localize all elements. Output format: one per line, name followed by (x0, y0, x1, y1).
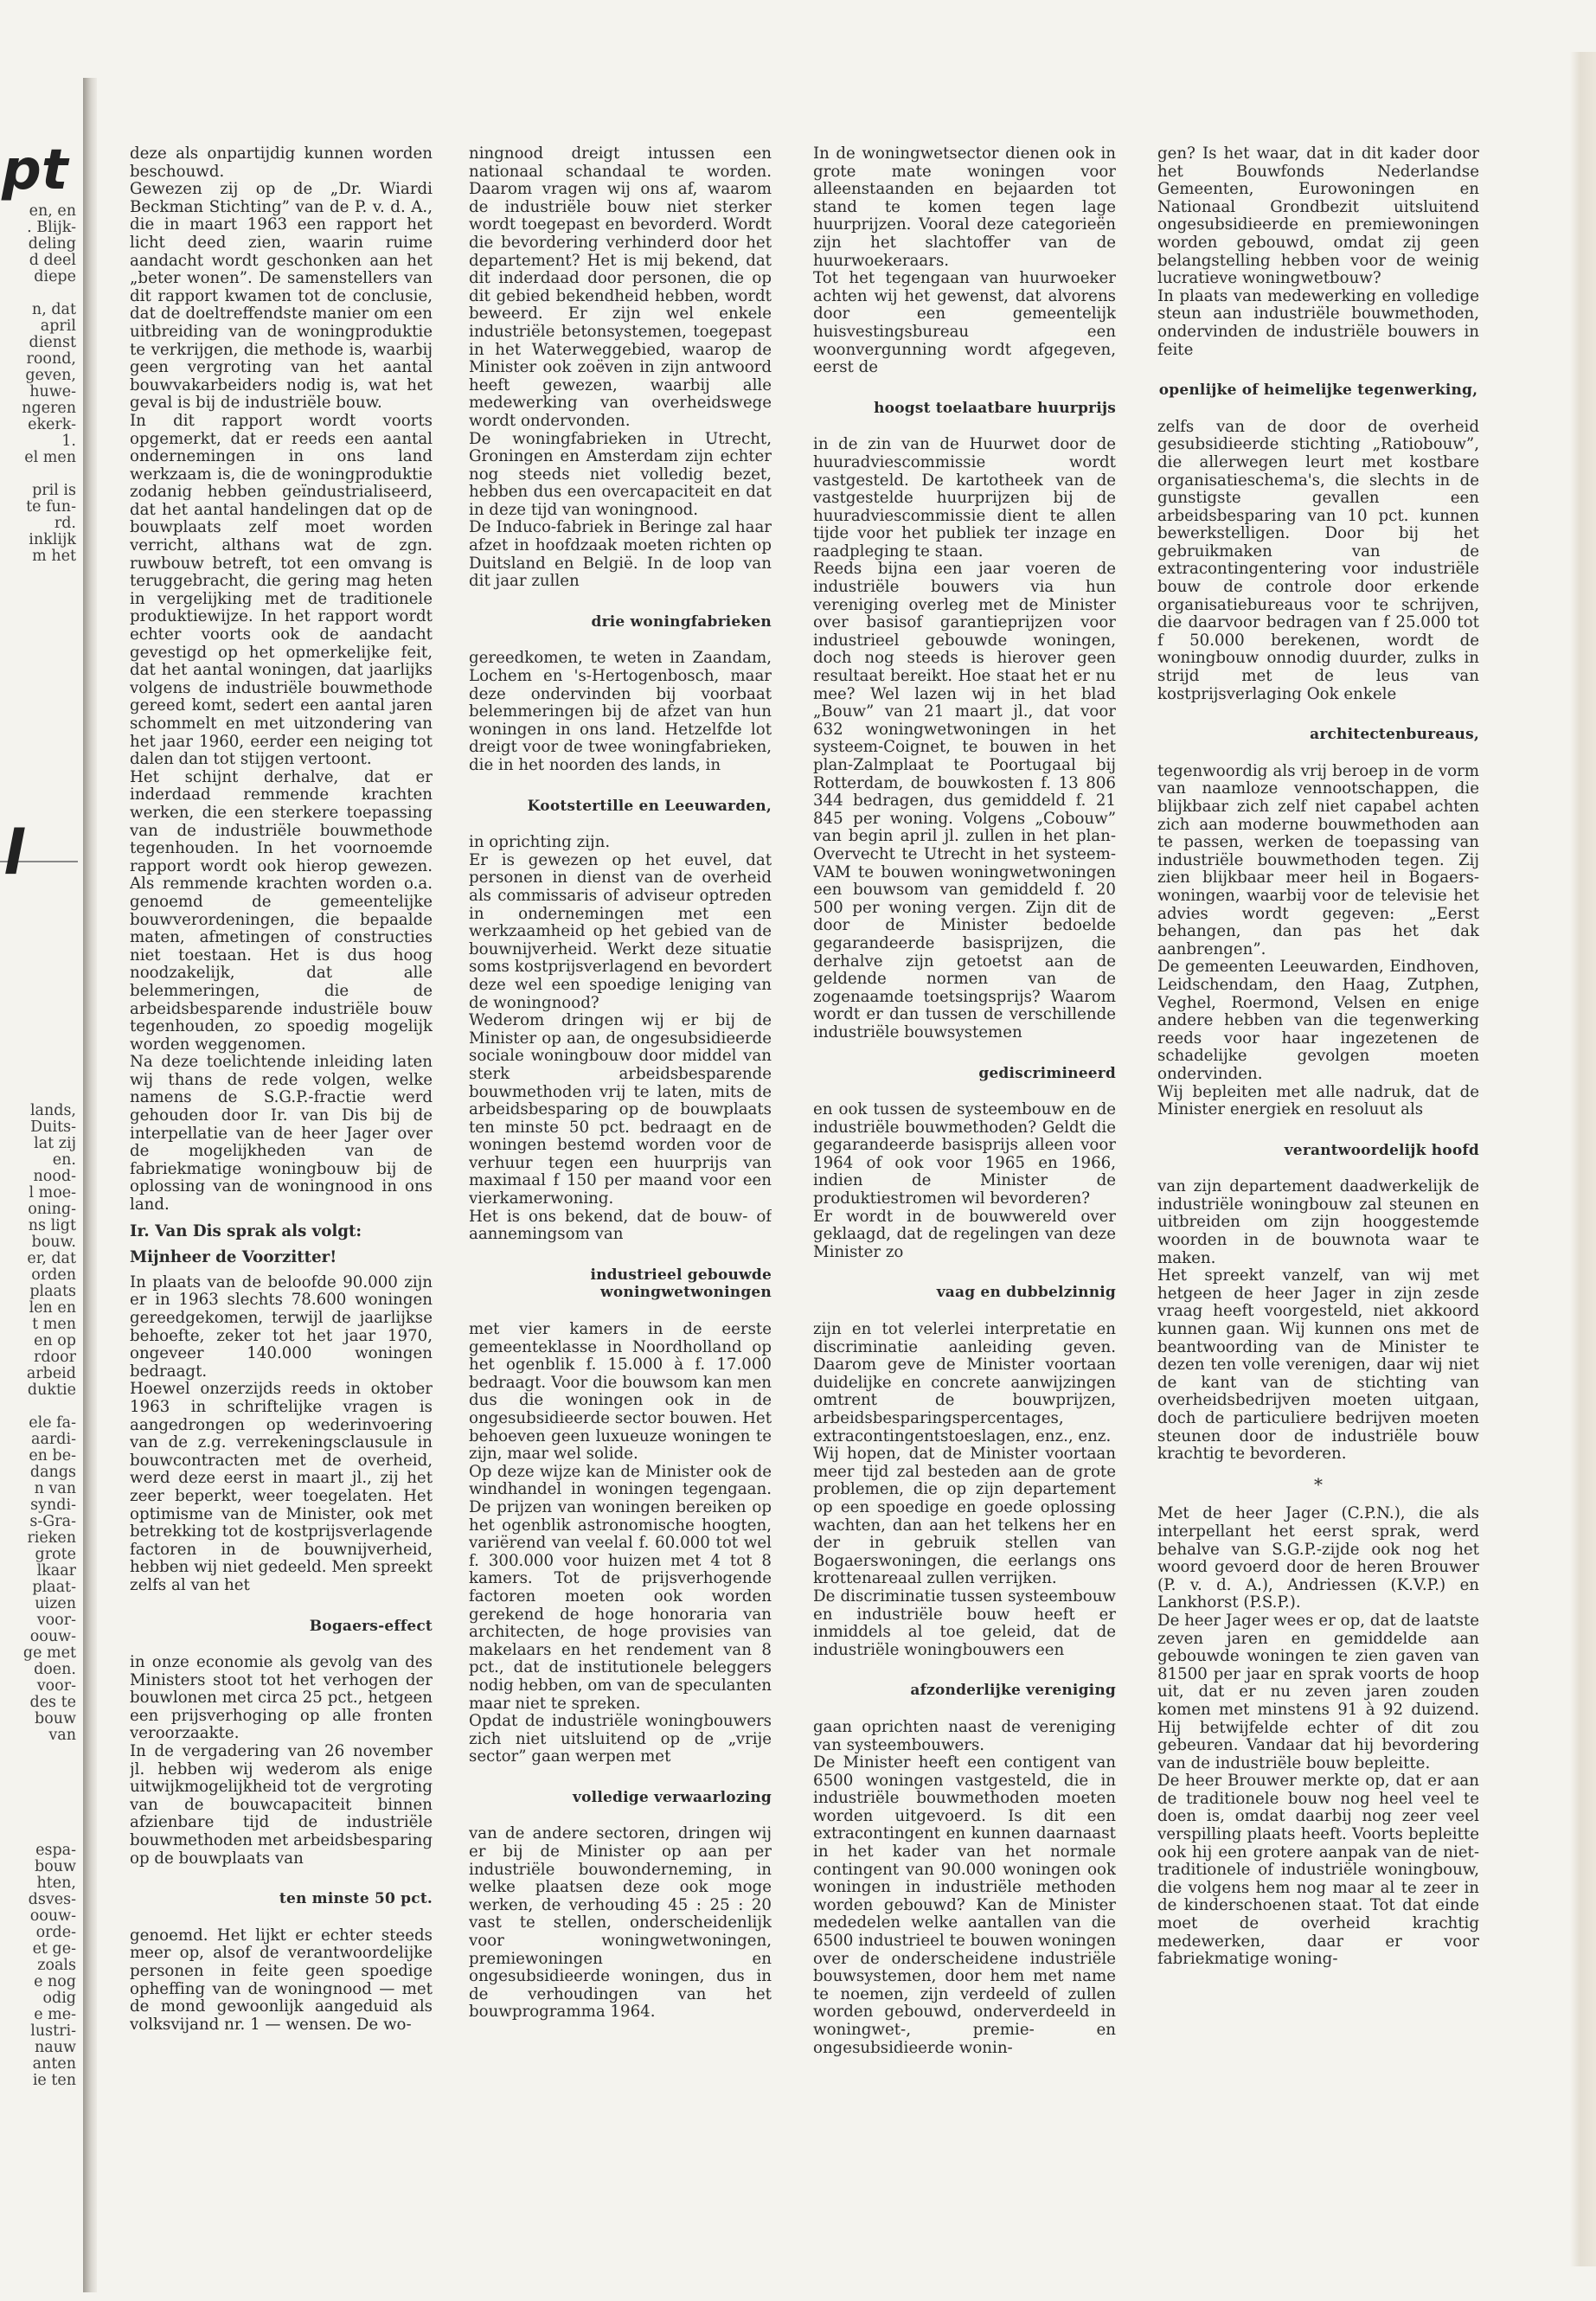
fragment-line: orde- (35, 1924, 76, 1941)
fragment-line: doen. (34, 1661, 76, 1678)
fragment-line: bouw. (31, 1234, 76, 1251)
paragraph: gen? Is het waar, dat in dit kader door het Bouwfonds Nederlandse Gemeenten, Eurowoningen en Nationaal Grondbezit uitsluitend ongesubsidieerde en premiewoningen worden gebouwd, omdat zij geen belangstelling hebben voor de weinig lucratieve woningwetbouw? (1157, 145, 1479, 288)
fragment-line: grote (35, 1546, 76, 1563)
page-gutter (83, 78, 97, 2292)
paragraph: deze als onpartijdig kunnen worden beschouwd. (130, 145, 433, 181)
fragment-line: et ge- (32, 1940, 76, 1958)
fragment-line (0, 1399, 76, 1415)
fragment-line: dsves- (28, 1891, 76, 1908)
fragment-line: plaat- (32, 1579, 76, 1596)
fragment-line: anten (32, 2055, 76, 2073)
fragment-line: lat zij (34, 1135, 76, 1152)
subheading: gediscrimineerd (978, 1064, 1116, 1082)
fragment-line: ns ligt (28, 1217, 76, 1234)
paragraph: met vier kamers in de eerste gemeenteklasse in Noordholland op het ogenblik f. 15.000 à f. 17.000 bedraagt. Voor die bouwsom kan men dus die woningen ook in de ongesubsidieerde sector bouwen. Het behoeven geen luxueuze woningen te zijn, maar wel solide. (469, 1320, 772, 1464)
fragment-line: e me- (34, 2006, 76, 2023)
fragment-line: d deel (29, 252, 76, 269)
fragment-line: t men (32, 1316, 76, 1333)
subheading: Kootstertille en Leeuwarden, (527, 797, 772, 815)
paragraph: in de zin van de Huurwet door de huuradviescommissie wordt vastgesteld. De kartotheek van de vastgestelde huurprijzen bij de huuradviescommissie dient te allen tijde voor het publiek ter inzage en raadpleging te staan. (813, 435, 1116, 561)
paragraph: Op deze wijze kan de Minister ook de windhandel in woningen tegengaan. De prijzen van woningen bereiken op het ogenblik astronomische hoogten, variërend van veelal f. 60.000 tot wel f. 300.000 voor huizen met 4 tot 8 kamers. Tot de prijsverhogende factoren moeten ook worden gerekend de hoge honoraria van architecten, de hoge provisies van makelaars en het rendement van 8 pct., dat de institutionele beleggers nodig hebben, om van de speculanten maar niet te spreken. (469, 1462, 772, 1713)
fragment-line: roond, (26, 350, 76, 368)
fragment-line: en, en (29, 202, 76, 220)
fragment-line: inklijk (29, 531, 76, 548)
fragment-line: diepe (34, 268, 76, 285)
fragment-line: orden (31, 1266, 76, 1284)
paragraph: In plaats van de beloofde 90.000 zijn er in 1963 slechts 78.600 woningen gereedgekomen, terwijl de jaarlijkse behoefte, zeker tot het jaar 1970, ongeveer 140.000 woningen bedraagt. (130, 1272, 433, 1381)
paragraph: in onze economie als gevolg van des Ministers stoot tot het verhogen der bouwlonen met circa 25 pct., hetgeen een prijsverhoging op alle fronten veroorzaakte. (130, 1653, 433, 1743)
fragment-line: nauw (35, 2039, 76, 2056)
fragment-line: en op (34, 1332, 76, 1349)
fragment-line: Duits- (30, 1118, 76, 1136)
fragment-line: espa- (35, 1842, 76, 1859)
paragraph: De Induco-fabriek in Beringe zal haar afzet in hoofdzaak moeten richten op Duitsland en België. In de loop van dit jaar zullen (469, 518, 772, 591)
paragraph: genoemd. Het lijkt er echter steeds meer op, alsof de verantwoordelijke personen in feite geen spoedige opheffing van de woningnood — met de mond gewoonlijk aangeduid als volksvijand nr. 1 — wensen. De wo- (130, 1926, 433, 2034)
fragment-line: voor- (36, 1677, 76, 1695)
paragraph: gaan oprichten naast de vereniging van systeembouwers. (813, 1717, 1116, 1754)
previous-page-lines-bottom (0, 1103, 76, 2089)
fragment-line: aardi- (31, 1431, 76, 1448)
article-column-4 (1157, 145, 1479, 2239)
paragraph: De heer Jager wees er op, dat de laatste zeven jaren en gemiddelde aan gebouwde woningen te zien gaven van 81500 per jaar en sprak voorts de hoop uit, dat er nu zeven jaren zouden komen met minstens 91 à 92 duizend. Hij betwijfelde echter of dit zou gebeuren. Vandaar dat hij bevordering van de industriële bouw bepleitte. (1157, 1611, 1479, 1772)
paragraph: Er wordt in de bouwwereld over geklaagd, dat de regelingen van deze Minister zo (813, 1207, 1116, 1261)
fragment-line: van (48, 1727, 76, 1744)
fragment-line (0, 1810, 76, 1826)
fragment-line: 1. (61, 433, 76, 450)
fragment-line: el men (24, 449, 76, 466)
subheading: hoogst toelaatbare huurprijs (874, 399, 1116, 417)
fragment-line: n van (34, 1480, 76, 1497)
fragment-line: odig (42, 1990, 76, 2007)
article-column-1 (130, 145, 433, 2239)
subheading: industrieel gebouwde woningwetwoningen (590, 1266, 772, 1302)
previous-page-title-fragment: pt (2, 138, 68, 202)
article-column-3 (813, 145, 1116, 2239)
subheading: vaag en dubbelzinnig (936, 1284, 1116, 1302)
fragment-line: arbeid (26, 1365, 76, 1382)
fragment-line: n, dat (31, 301, 76, 318)
fragment-line: m het (32, 548, 76, 565)
fragment-line: uizen (35, 1595, 76, 1612)
paragraph: Wij hopen, dat de Minister voortaan meer tijd zal besteden aan de grote problemen, die op zijn departement op een spoedige en goede oplossing wachten, dan aan het telkens her en der in gebruik stellen van Bogaerswoningen, die eerlangs ons krottenareaal zullen verrijken. (813, 1445, 1116, 1588)
page-edge (1570, 52, 1596, 2266)
article-column-2 (469, 145, 772, 2239)
paragraph: In dit rapport wordt voorts opgemerkt, dat er reeds een aantal ondernemingen in ons land werkzaam is, die de woningproduktie zodanig hebben geïndustrialiseerd, dat het aantal handelingen dat op de bouwplaats zelf moet worden verricht, althans wat de zgn. ruwbouw betreft, tot een omvang is teruggebracht, die gering mag heten in vergelijking met de traditionele produktiewijze. In het rapport wordt echter voorts ook de aandacht gevestigd op het opmerkelijke feit, dat het aantal woningen, dat jaarlijks volgens de industriële bouwmethode gereed komt, sedert een aantal jaren schommelt en met uitzondering van het jaar 1960, eerder een neiging tot dalen dan tot stijgen vertoont. (130, 411, 433, 769)
fragment-line: s-Gra- (29, 1513, 76, 1530)
fragment-line: ie ten (32, 2072, 76, 2089)
fragment-line: syndi- (30, 1497, 76, 1514)
paragraph: zijn en tot velerlei interpretatie en discriminatie aanleiding geven. Daarom geve de Minister voortaan duidelijke en concrete aanwijzingen omtrent de bouwprijzen, arbeidsbesparingspercentages, extracontingentstoeslagen, enz., enz. (813, 1320, 1116, 1445)
fragment-line: . Blijk- (27, 219, 76, 236)
subheading: openlijke of heimelijke tegenwerking, (1158, 381, 1478, 400)
paragraph: In plaats van medewerking en volledige steun aan industriële bouwmethoden, ondervinden de industriële bouwers in feite (1157, 286, 1479, 359)
paragraph: De gemeenten Leeuwarden, Eindhoven, Leidschendam, den Haag, Zutphen, Veghel, Roermond, Velsen en enige andere hebben van die tegenwerking reeds voor haar ingezetenen de schadelijke gevolgen moeten ondervinden. (1157, 958, 1479, 1083)
paragraph: Gewezen zij op de „Dr. Wiardi Beckman Stichting” van de P. v. d. A., die in maart 1963 een rapport het licht deed zien, waarin ruime aandacht wordt geschonken aan het „beter wonen”. De samenstellers van dit rapport kwamen tot de conclusie, dat de doeltreffendste manier om een uitbreiding van de woningproduktie te verkrijgen, die methode is, waarbij geen vergroting van het aantal bouwvakarbeiders nodig is, wat het geval is bij de industriële bouw. (130, 180, 433, 413)
subheading: Bogaers-effect (309, 1617, 433, 1635)
fragment-line: lands, (29, 1102, 76, 1119)
fragment-line: dangs (29, 1464, 76, 1481)
fragment-line: l moe- (29, 1184, 76, 1202)
subheading: drie woningfabrieken (591, 612, 772, 631)
paragraph: Na deze toelichtende inleiding laten wij thans de rede volgen, welke namens de S.G.P.-fractie werd gehouden door Ir. van Dis bij de interpellatie van de heer Jager over de mogelijkheden van de fabriekmatige woningbouw bij de oplossing van de woningnood in ons land. (130, 1053, 433, 1215)
fragment-line: nood- (33, 1168, 76, 1185)
fragment-line: te fun- (26, 498, 76, 516)
fragment-line: rieken (27, 1529, 76, 1547)
paragraph: Reeds bijna een jaar voeren de industriële bouwers via hun vereniging overleg met de Minister over basisof garantieprijzen voor industrieel gebouwde woningen, doch nog steeds is hierover geen resultaat bereikt. Hoe staat het er nu mee? Wel lazen wij in het blad „Bouw” van 21 maart jl., dat voor 632 woningwetwoningen in het systeem-Coignet, te bouwen in het plan-Zalmplaat te Poortugaal bij Rotterdam, de bouwkosten f. 13 806 344 bedragen, dus gemiddeld f. 21 845 per woning. Volgens „Cobouw” van begin april jl. zullen in het plan-Overvecht te Utrecht in het systeem-VAM te bouwen woningwetwoningen een bouwsom van gemiddeld f. 20 500 per woning vergen. Zijn dit de door de Minister bedoelde gegarandeerde basisprijzen, die derhalve zijn getoetst aan de geldende normen van de zogenaamde toetsingsprijs? Waarom wordt er dan tussen de verschillende industriële bouwsystemen (813, 560, 1116, 1042)
fragment-line: rdoor (33, 1349, 76, 1366)
fragment-line: en be- (29, 1447, 76, 1465)
paragraph: Met de heer Jager (C.P.N.), die als interpellant het eerst sprak, werd behalve van S.G.P.-zijde ook nog het woord gevoerd door de heren Brouwer (P. v. d. A.), Andriessen (K.V.P.) en Lankhorst (P.S.P.). (1157, 1504, 1479, 1612)
paragraph: De woningfabrieken in Utrecht, Groningen en Amsterdam zijn echter nog steeds niet volledig bezet, hebben dus een overcapaciteit en dat in deze tijd van woningnood. (469, 429, 772, 519)
paragraph: Het spreekt vanzelf, van wij met hetgeen de heer Jager in zijn zesde vraag heeft voorgesteld, niet akkoord kunnen gaan. Wij kunnen ons met de beantwoording van de Minister te dezen ten volle verenigen, daar wij niet de kant van de stichting van overheidsbedrijven moeten uitgaan, doch de particuliere bedrijven moeten steunen door de industriële bouw krachtig te bevorderen. (1157, 1266, 1479, 1464)
fragment-line (0, 466, 76, 483)
paragraph: In de vergadering van 26 november jl. hebben wij wederom als enige uitwijkmogelijkheid tot de vergroting van de bouwcapaciteit binnen afzienbare tijd de industriële bouwmethoden met arbeidsbesparing op de bouwplaats van (130, 1742, 433, 1868)
paragraph: Opdat de industriële woningbouwers zich niet uitsluitend op de „vrije sector” gaan werpen met (469, 1712, 772, 1766)
fragment-line (0, 1760, 76, 1777)
fragment-line: pril is (32, 482, 76, 499)
paragraph: in oprichting zijn. (469, 833, 611, 852)
fragment-line (0, 1793, 76, 1810)
fragment-line: len en (29, 1299, 76, 1317)
fragment-line: e nog (34, 1973, 76, 1990)
paragraph: Wederom dringen wij er bij de Minister op aan, de ongesubsidieerde sociale woningbouw door middel van sterk arbeidsbesparende bouwmethoden vrij te laten, mits de arbeidsbesparing op de bouwplaats ten minste 50 pct. bedraagt en de woningen bestemd worden voor de verhuur tegen een huurprijs van maximaal f 150 per maand voor een vierkamerwoning. (469, 1011, 772, 1208)
paragraph: In de woningwetsector dienen ook in grote mate woningen voor alleenstaanden en bejaarden tot stand te komen tegen lage huurprijzen. Vooral deze categorieën zijn het slachtoffer van de huurwoekeraars. (813, 145, 1116, 270)
paragraph: Hoewel onzerzijds reeds in oktober 1963 in schriftelijke vragen is aangedrongen op wederinvoering van de z.g. verrekeningsclausule in bouwcontracten met de overheid, werd deze eerst in maart jl., zij het zeer beperkt, weer toegelaten. Het optimisme van de Minister, ook met betrekking tot de kostprijsverlagende factoren in de bouwnijverheid, hebben wij niet gedeeld. Men spreekt zelfs al van het (130, 1380, 433, 1594)
subheading: afzonderlijke vereniging (910, 1682, 1116, 1700)
fragment-line: huwe- (29, 383, 76, 401)
fragment-line: zoals (37, 1957, 76, 1974)
fragment-line: lustri- (30, 2022, 76, 2040)
fragment-line: en. (52, 1151, 76, 1169)
fragment-line: deling (28, 235, 76, 253)
fragment-line: dienst (29, 334, 76, 351)
previous-page-fragment (0, 151, 78, 2210)
paragraph: Tot het tegengaan van huurwoeker achten wij het gewenst, dat alvorens door een gemeentelijk huisvestingsbureau een woonvergunning wordt afgegeven, eerst de (813, 269, 1116, 377)
previous-page-lines-top (0, 203, 76, 565)
fragment-line (0, 285, 76, 302)
fragment-line: ele fa- (29, 1414, 76, 1432)
fragment-line: lkaar (36, 1562, 76, 1580)
fragment-line: des te (29, 1694, 76, 1711)
fragment-line: voor- (36, 1612, 76, 1629)
fragment-line: oning- (28, 1201, 76, 1218)
subheading: volledige verwaarlozing (573, 1788, 772, 1806)
paragraph: Er is gewezen op het euvel, dat personen in dienst van de overheid als commissaris of adviseur optreden in ondernemingen met een werkzaamheid op het gebied van de bouwnijverheid. Werkt deze situatie soms kostprijsverlagend en bevordert deze wel een spoedige leniging van de woningnood? (469, 850, 772, 1012)
fragment-line: er, dat (27, 1250, 76, 1267)
fragment-line: ekerk- (28, 416, 76, 433)
fragment-line: plaats (29, 1283, 76, 1300)
fragment-line: rd. (54, 515, 76, 532)
fragment-line: bouw (35, 1858, 76, 1875)
paragraph: Het schijnt derhalve, dat er inderdaad remmende krachten werken, die een sterkere toepassing van de industriële bouwmethode tegenhouden. In het voornoemde rapport wordt ook hierop gewezen. Als remmende krachten worden o.a. genoemd de gemeentelijke bouwverordeningen, die bepaalde maten, afmetingen of constructies niet toestaan. Het is dus hoog noodzakelijk, dat alle belemmeringen, die de arbeidsbesparende industriële bouw tegenhouden, zo spoedig mogelijk worden weggenomen. (130, 767, 433, 1054)
fragment-line: ngeren (22, 400, 76, 417)
paragraph: Wij bepleiten met alle nadruk, dat de Minister energiek en resoluut als (1157, 1082, 1479, 1119)
fragment-line: duktie (27, 1381, 76, 1399)
section-star: * (1314, 1473, 1323, 1495)
subheading: architectenbureaus, (1310, 726, 1479, 744)
speaker-intro: Ir. Van Dis sprak als volgt: (130, 1221, 362, 1240)
paragraph: van de andere sectoren, dringen wij er bij de Minister op aan per industriële bouwonderneming, in welke plaatsen deze ook moge werken, de verhouding 45 : 25 : 20 vast te stellen, onderscheidenlijk voor woningwetwoningen, premiewoningen en ongesubsidieerde woningen, dus in de verhoudingen van het bouwprogramma 1964. (469, 1824, 772, 2022)
fragment-line (0, 1744, 76, 1760)
subheading: verantwoordelijk hoofd (1284, 1141, 1479, 1159)
fragment-line: ge met (22, 1644, 76, 1662)
paragraph: en ook tussen de systeembouw en de industriële bouwmethoden? Geldt die gegarandeerde basisprijs alleen voor 1964 of ook voor 1965 en 1966, indien de Minister de produktiestromen wil bevorderen? (813, 1100, 1116, 1208)
fragment-line: hten, (36, 1875, 76, 1892)
fragment-line: bouw (35, 1710, 76, 1727)
paragraph: ningnood dreigt intussen een nationaal schandaal te worden. Daarom vragen wij ons af, waarom de industriële bouw niet sterker wordt toegepast en bevorderd. Wordt die bevordering verhinderd door het departement? Het is mij bekend, dat dit inderdaad door personen, die op dit gebied bekendheid hebben, wordt beweerd. Er zijn wel enkele industriële betonsystemen, toegepast in het Waterweggebied, waarop de Minister ook zoëven in zijn antwoord heeft gewezen, waarbij alle medewerking van overheidswege wordt ondervonden. (469, 145, 772, 430)
fragment-line (0, 1777, 76, 1793)
paragraph: zelfs van de door de overheid gesubsidieerde stichting „Ratiobouw”, die allerwegen leurt met kostbare organisatieschema's, die slechts in de gunstigste gevallen een arbeidsbesparing van 10 pct. kunnen bewerkstelligen. Door bij het gebruikmaken van de extracontingentering voor industriële bouw de controle door erkende organisatiebureaus voor te schrijven, die daarvoor bedragen van f 25.000 tot f 50.000 berekenen, wordt de woningbouw onnodig duurder, zulks in strijd met de leus van kostprijsverlaging Ook enkele (1157, 417, 1479, 703)
paragraph: De discriminatie tussen systeembouw en industriële bouw heeft er inmiddels al toe geleid, dat de industriële woningbouwers een (813, 1586, 1116, 1659)
salutation: Mijnheer de Voorzitter! (130, 1248, 337, 1267)
paragraph: Het is ons bekend, dat de bouw- of aannemingsom van (469, 1207, 772, 1244)
paragraph: De heer Brouwer merkte op, dat er aan de traditionele bouw nog heel veel te doen is, omdat daarbij nog zeer veel verspilling plaats heeft. Voorts bepleitte ook hij een grotere aanpak van de niet-traditionele of industriële woningbouw, die volgens hem nog maar al te zeer in de kinderschoenen staat. Tot dat einde moet de overheid krachtig medewerken, daar er voor fabriekmatige woning- (1157, 1772, 1479, 1969)
paragraph: van zijn departement daadwerkelijk de industriële woningbouw zal steunen en uitbreiden om zijn hooggestemde woorden in de bouwnota waar te maken. (1157, 1177, 1479, 1267)
paragraph: tegenwoordig als vrij beroep in de vorm van naamloze vennootschappen, die blijkbaar zich zelf niet capabel achten zich aan moderne bouwmethoden aan te passen, werken de toepassing van industriële bouwmethoden tegen. Zij zien blijkbaar meer heil in Bogaers-woningen, waarbij voor de televisie het advies wordt gegeven: „Eerst behangen, dan pas het dak aanbrengen”. (1157, 761, 1479, 958)
fragment-line: oouw- (29, 1628, 76, 1645)
subheading: ten minste 50 pct. (279, 1890, 433, 1908)
paragraph: De Minister heeft een contigent van 6500 woningen vastgesteld, die in industriële bouwmethoden moeten worden uitgevoerd. Is dit een extracontingent en kunnen daarnaast in het kader van het normale contingent van 90.000 woningen ook woningen in industriële methoden worden gebouwd? Kan de Minister mededelen welke aantallen van die 6500 industrieel te bouwen woningen over de onderscheidene industriële bouwsystemen, door hem met name te noemen, zijn verdeeld of zullen worden gebouwd, onderverdeeld in woningwet-, premie- en ongesubsidieerde wonin- (813, 1753, 1116, 2057)
paragraph: gereedkomen, te weten in Zaandam, Lochem en 's-Hertogenbosch, maar deze ondervinden bij voorbaat belemmeringen bij de afzet van hun woningen in ons land. Hetzelfde lot dreigt voor de twee woningfabrieken, die in het noorden des lands, in (469, 649, 772, 774)
fragment-line: oouw- (29, 1907, 76, 1925)
previous-page-letter-fragment: l (3, 817, 24, 888)
fragment-line (0, 1826, 76, 1843)
fragment-line: april (40, 317, 76, 335)
fragment-line: geven, (25, 367, 76, 384)
